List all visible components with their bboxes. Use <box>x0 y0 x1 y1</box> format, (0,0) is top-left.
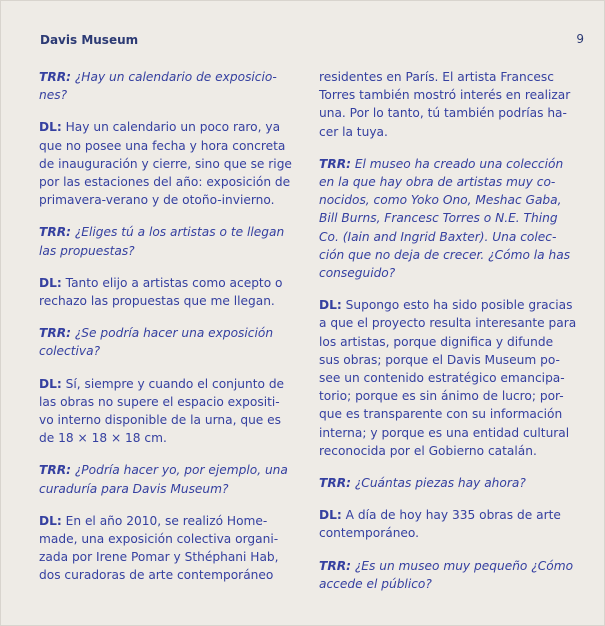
text-line <box>39 480 297 498</box>
text-line <box>39 530 297 548</box>
text-line <box>319 191 577 209</box>
question-paragraph <box>319 155 577 282</box>
line-text: ¿Es un museo muy pequeño ¿Cómo <box>350 558 574 573</box>
text-line <box>319 575 577 593</box>
text-line <box>319 264 577 282</box>
line-text: interna; y porque es una entidad cultural <box>319 425 570 440</box>
text-line <box>39 324 297 342</box>
text-line <box>39 429 297 447</box>
text-line <box>319 424 577 442</box>
question-paragraph <box>319 474 577 492</box>
answer-paragraph <box>39 274 297 310</box>
line-text: Supongo esto ha sido posible gracias <box>341 298 573 313</box>
text-line <box>319 104 577 122</box>
line-text: Hay un calendario un poco raro, ya <box>61 120 281 135</box>
question-paragraph <box>39 324 297 360</box>
line-text: sus obras; porque el Davis Museum po- <box>319 352 560 367</box>
text-line <box>319 387 577 405</box>
text-line <box>319 155 577 173</box>
line-text: de inauguración y cierre, sino que se rige <box>39 156 292 171</box>
text-line <box>319 209 577 227</box>
line-text: Tanto elijo a artistas como acepto o <box>61 275 283 290</box>
text-line <box>319 506 577 524</box>
line-text: reconocida por el Gobierno catalán. <box>319 443 537 458</box>
answer-paragraph <box>319 506 577 542</box>
text-line <box>319 86 577 104</box>
text-line <box>319 246 577 264</box>
speaker-label: DL: <box>39 120 62 135</box>
speaker-label: DL: <box>39 376 62 391</box>
line-text: Sí, siempre y cuando el conjunto de <box>61 376 285 391</box>
text-line <box>39 461 297 479</box>
line-text: A día de hoy hay 335 obras de arte <box>341 508 561 523</box>
text-line <box>39 223 297 241</box>
question-paragraph <box>39 223 297 259</box>
speaker-label: TRR: <box>319 156 351 171</box>
line-text: ¿Se podría hacer una exposición <box>70 326 274 341</box>
text-line <box>319 173 577 191</box>
speaker-label: DL: <box>319 298 342 313</box>
line-text: por las estaciones del año: exposición de <box>39 175 291 190</box>
text-line <box>39 68 297 86</box>
line-text: que es transparente con su información <box>319 407 563 422</box>
line-text: las obras no supere el espacio expositi- <box>39 394 280 409</box>
line-text: curaduría para Davis Museum? <box>39 481 229 496</box>
right-column <box>319 68 577 607</box>
text-line <box>39 191 297 209</box>
line-text: una. Por lo tanto, tú también podrías ha- <box>319 106 567 121</box>
text-line <box>319 369 577 387</box>
line-text: Torres también mostró interés en realizar <box>319 88 571 103</box>
line-text: nes? <box>39 88 68 103</box>
line-text: contemporáneo. <box>319 526 420 541</box>
text-line <box>319 474 577 492</box>
text-line <box>39 86 297 104</box>
speaker-label: DL: <box>319 508 342 523</box>
line-text: ¿Hay un calendario de exposicio- <box>70 70 277 84</box>
line-text: vo interno disponible de la urna, que es <box>39 413 282 428</box>
answer-paragraph <box>319 68 577 141</box>
answer-paragraph <box>39 512 297 585</box>
speaker-label: TRR: <box>39 70 71 84</box>
text-line <box>319 314 577 332</box>
line-text: zada por Irene Pomar y Sthéphani Hab, <box>39 550 279 565</box>
line-text: Bill Burns, Francesc Torres o N.E. Thing <box>319 211 558 226</box>
line-text: torio; porque es sin ánimo de lucro; por- <box>319 389 564 404</box>
line-text: que no posee una fecha y hora concreta <box>39 138 286 153</box>
text-line <box>319 68 577 86</box>
text-line <box>39 274 297 292</box>
line-text: nocidos, como Yoko Ono, Meshac Gaba, <box>319 193 562 208</box>
text-line <box>319 228 577 246</box>
text-line <box>39 512 297 530</box>
line-text: los artistas, porque dignifica y difunde <box>319 334 554 349</box>
line-text: El museo ha creado una colección <box>350 156 564 171</box>
line-text: cer la tuya. <box>319 124 388 139</box>
page-number: 9 <box>576 32 584 46</box>
left-column <box>39 68 297 599</box>
text-line <box>39 173 297 191</box>
line-text: see un contenido estratégico emancipa- <box>319 371 565 386</box>
line-text: rechazo las propuestas que me llegan. <box>39 294 275 309</box>
text-line <box>39 292 297 310</box>
text-line <box>319 524 577 542</box>
speaker-label: TRR: <box>319 476 351 491</box>
text-line <box>39 137 297 155</box>
line-text: conseguido? <box>319 266 396 281</box>
page-header <box>40 33 584 51</box>
text-line <box>319 333 577 351</box>
line-text: ¿Eliges tú a los artistas o te llegan <box>70 225 285 240</box>
text-line <box>319 557 577 575</box>
text-line <box>319 123 577 141</box>
line-text: residentes en París. El artista Francesc <box>319 70 554 84</box>
running-title: Davis Museum <box>40 33 139 47</box>
question-paragraph <box>39 461 297 497</box>
speaker-label: DL: <box>39 513 62 528</box>
line-text: accede el público? <box>319 576 432 591</box>
answer-paragraph <box>39 375 297 448</box>
line-text: ¿Cuántas piezas hay ahora? <box>350 476 526 491</box>
line-text: colectiva? <box>39 344 101 359</box>
line-text: a que el proyecto resulta interesante para <box>319 316 577 331</box>
speaker-label: TRR: <box>319 558 351 573</box>
answer-paragraph <box>319 296 577 460</box>
speaker-label: TRR: <box>39 326 71 341</box>
line-text: de 18 × 18 × 18 cm. <box>39 431 167 446</box>
text-line <box>319 405 577 423</box>
line-text: En el año 2010, se realizó Home- <box>61 513 268 528</box>
text-line <box>319 442 577 460</box>
text-line <box>39 548 297 566</box>
text-line <box>39 155 297 173</box>
line-text: primavera-verano y de otoño-invierno. <box>39 193 275 208</box>
text-line <box>39 342 297 360</box>
text-line <box>39 411 297 429</box>
text-line <box>319 351 577 369</box>
text-line <box>319 296 577 314</box>
line-text: las propuestas? <box>39 243 135 258</box>
speaker-label: DL: <box>39 275 62 290</box>
line-text: made, una exposición colectiva organi- <box>39 532 279 547</box>
speaker-label: TRR: <box>39 463 71 478</box>
text-line <box>39 375 297 393</box>
answer-paragraph <box>39 118 297 209</box>
line-text: ción que no deja de crecer. ¿Cómo la has <box>319 247 571 262</box>
speaker-label: TRR: <box>39 225 71 240</box>
text-line <box>39 393 297 411</box>
line-text: Co. (Iain and Ingrid Baxter). Una colec- <box>319 229 557 244</box>
question-paragraph <box>319 557 577 593</box>
line-text: en la que hay obra de artistas muy co- <box>319 175 556 190</box>
text-line <box>39 566 297 584</box>
text-line <box>39 118 297 136</box>
line-text: dos curadoras de arte contemporáneo <box>39 568 274 583</box>
question-paragraph <box>39 68 297 104</box>
line-text: ¿Podría hacer yo, por ejemplo, una <box>70 463 288 478</box>
text-line <box>39 242 297 260</box>
